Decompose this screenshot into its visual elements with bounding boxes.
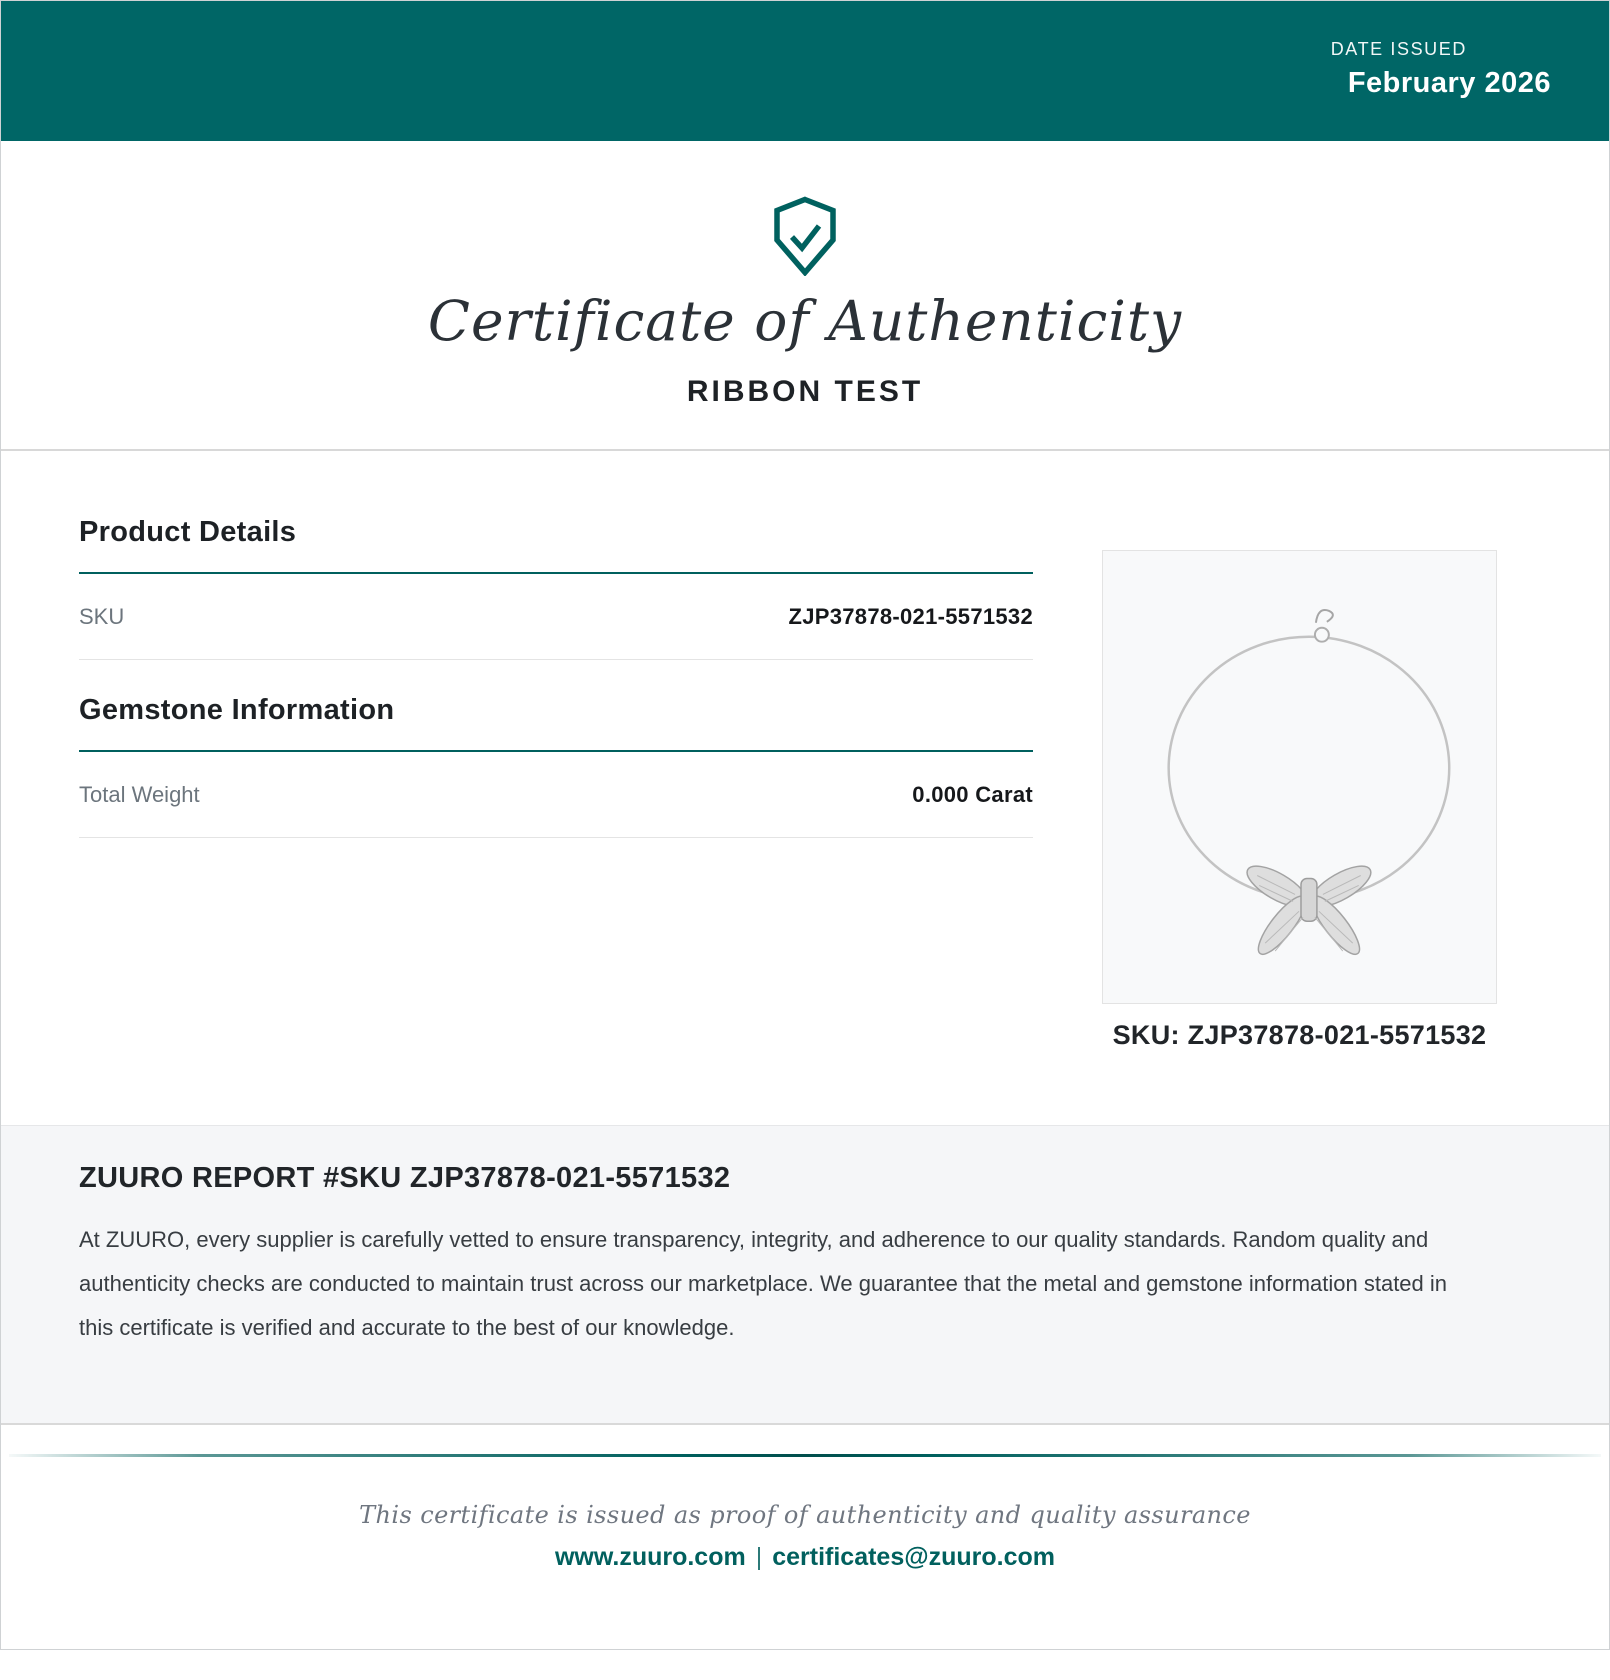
footer — [1, 1454, 1609, 1680]
spec-row-total-weight — [79, 752, 1033, 838]
certificate-title: Certificate of Authenticity — [427, 289, 1183, 353]
link-separator: | — [755, 1543, 763, 1571]
masthead — [1, 1, 1609, 141]
date-issued-label: DATE ISSUED — [1330, 39, 1467, 59]
teal-gradient-divider — [9, 1454, 1601, 1457]
spec-label: Total Weight — [79, 781, 200, 807]
product-photo-necklace-bow — [1102, 550, 1497, 1004]
gemstone-information-heading: Gemstone Information — [79, 694, 395, 726]
report-heading: ZUURO REPORT #SKU ZJP37878-021-5571532 — [79, 1162, 731, 1194]
spec-value: ZJP37878-021-5571532 — [788, 603, 1033, 629]
spec-label: SKU — [79, 603, 125, 629]
hero-title-block — [1, 141, 1609, 451]
product-details-heading: Product Details — [79, 516, 297, 548]
product-image-column — [1102, 550, 1497, 1125]
certificate-subtitle: RIBBON TEST — [686, 374, 924, 408]
shield-check-icon — [772, 196, 838, 281]
spec-row-sku — [79, 574, 1033, 660]
report-body: At ZUURO, every supplier is carefully vetted to ensure transparency, integrity, and adherence to our quality standards. Random quality and authenticity checks are conducted to maintain trust across our marketplace. We guarantee that the metal and gemstone information stated in this certificate is verified and accurate to the best of our knowledge. — [79, 1227, 1448, 1340]
website-link[interactable]: www.zuuro.com — [554, 1543, 746, 1571]
footer-note: This certificate is issued as proof of authenticity and quality assurance — [359, 1501, 1251, 1529]
footer-links — [1, 1543, 1609, 1572]
zuuro-report-section — [1, 1125, 1609, 1425]
product-image-sku-caption: SKU: ZJP37878-021-5571532 — [1112, 1020, 1487, 1050]
email-link[interactable]: certificates@zuuro.com — [772, 1543, 1056, 1571]
details-column — [79, 451, 1033, 1125]
date-issued-value: February 2026 — [1347, 67, 1551, 99]
content-area — [1, 451, 1609, 1125]
spec-value: 0.000 Carat — [912, 781, 1033, 807]
